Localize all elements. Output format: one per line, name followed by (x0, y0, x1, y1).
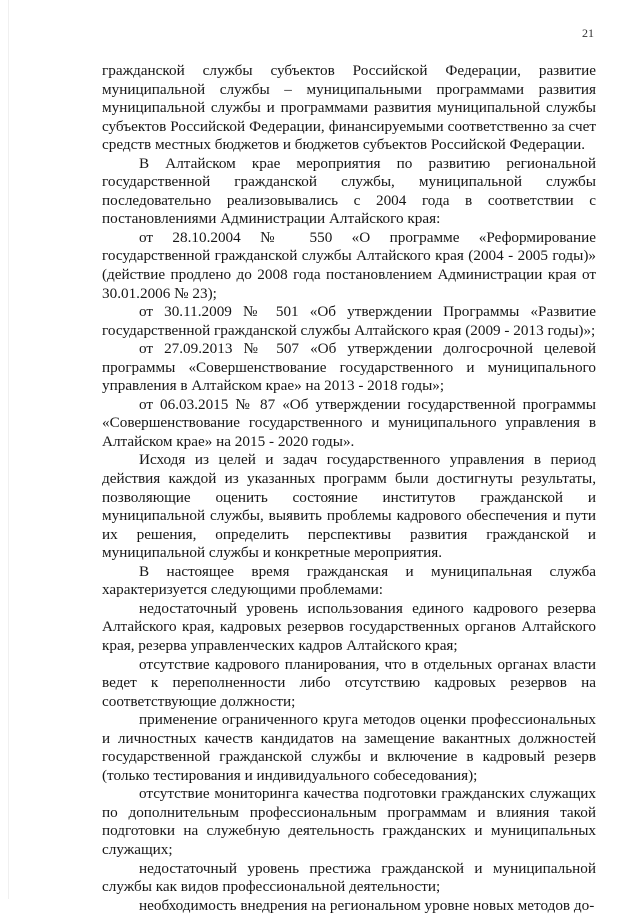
scan-edge-line (8, 0, 9, 899)
paragraph: недостаточный уровень использования единого кадрового резерва Алтайского края, кадровых резервов государственных органов Алтайского края, резерва управленческих кадров Алтайского края; (102, 599, 596, 654)
page-number: 21 (582, 26, 594, 40)
paragraph: от 06.03.2015 № 87 «Об утверждении государственной программы «Совершенствование государственного и муниципального управления в Алтайском крае» на 2015 - 2020 годы». (102, 395, 596, 450)
body-text (102, 62, 596, 915)
paragraph: применение ограниченного круга методов оценки профессиональных и личностных качеств кандидатов на замещение вакантных должностей государственной гражданской службы и включение в кадровый резерв (только тестирования и индивидуального собеседования); (102, 711, 596, 784)
paragraph: от 28.10.2004 № 550 «О программе «Реформирование государственной гражданской службы Алтайского края (2004 - 2005 годы)» (действие продлено до 2008 года постановлением Администрации края от 30.01.2006 № 23); (102, 228, 596, 302)
paragraph: отсутствие кадрового планирования, что в отдельных органах власти ведет к переполненности либо отсутствию кадровых резервов на соответствующие должности; (102, 655, 596, 710)
paragraph: необходимость внедрения на региональном уровне новых методов до- (139, 896, 595, 914)
paragraph: гражданской службы субъектов Российской Федерации, развитие муниципальной службы – муниципальными программами развития муниципальной службы и программами развития муниципальной службы субъектов Российской Федерации, финансируемыми соответственно за счет средств местных бюджетов и бюджетов субъектов Российской Федерации. (102, 62, 596, 154)
paragraph: от 27.09.2013 № 507 «Об утверждении долгосрочной целевой программы «Совершенствование государственного и муниципального управления в Алтайском крае» на 2013 - 2018 годы»; (102, 340, 596, 395)
paragraph: В настоящее время гражданская и муниципальная служба характеризуется следующими проблемами: (102, 562, 596, 599)
paragraph: от 30.11.2009 № 501 «Об утверждении Программы «Развитие государственной гражданской службы Алтайского края (2009 - 2013 годы)»; (102, 303, 596, 339)
paragraph: В Алтайском крае мероприятия по развитию региональной государственной гражданской службы, муниципальной службы последовательно реализовывались с 2004 года в соответствии с постановлениями Администрации Алтайского края: (102, 154, 596, 228)
paragraph: отсутствие мониторинга качества подготовки гражданских служащих по дополнительным профессиональным программам и влияния такой подготовки на служебную деятельность гражданских и муниципальных служащих; (102, 785, 596, 858)
paragraph: Исходя из целей и задач государственного управления в период действия каждой из указанных программ были достигнуты результаты, позволяющие оценить состояние институтов гражданской и муниципальной службы, выявить проблемы кадрового обеспечения и пути их решения, определить перспективы развития гражданской и муниципальной службы и конкретные мероприятия. (102, 451, 596, 562)
paragraph: недостаточный уровень престижа гражданской и муниципальной службы как видов профессиональной деятельности; (102, 859, 596, 896)
